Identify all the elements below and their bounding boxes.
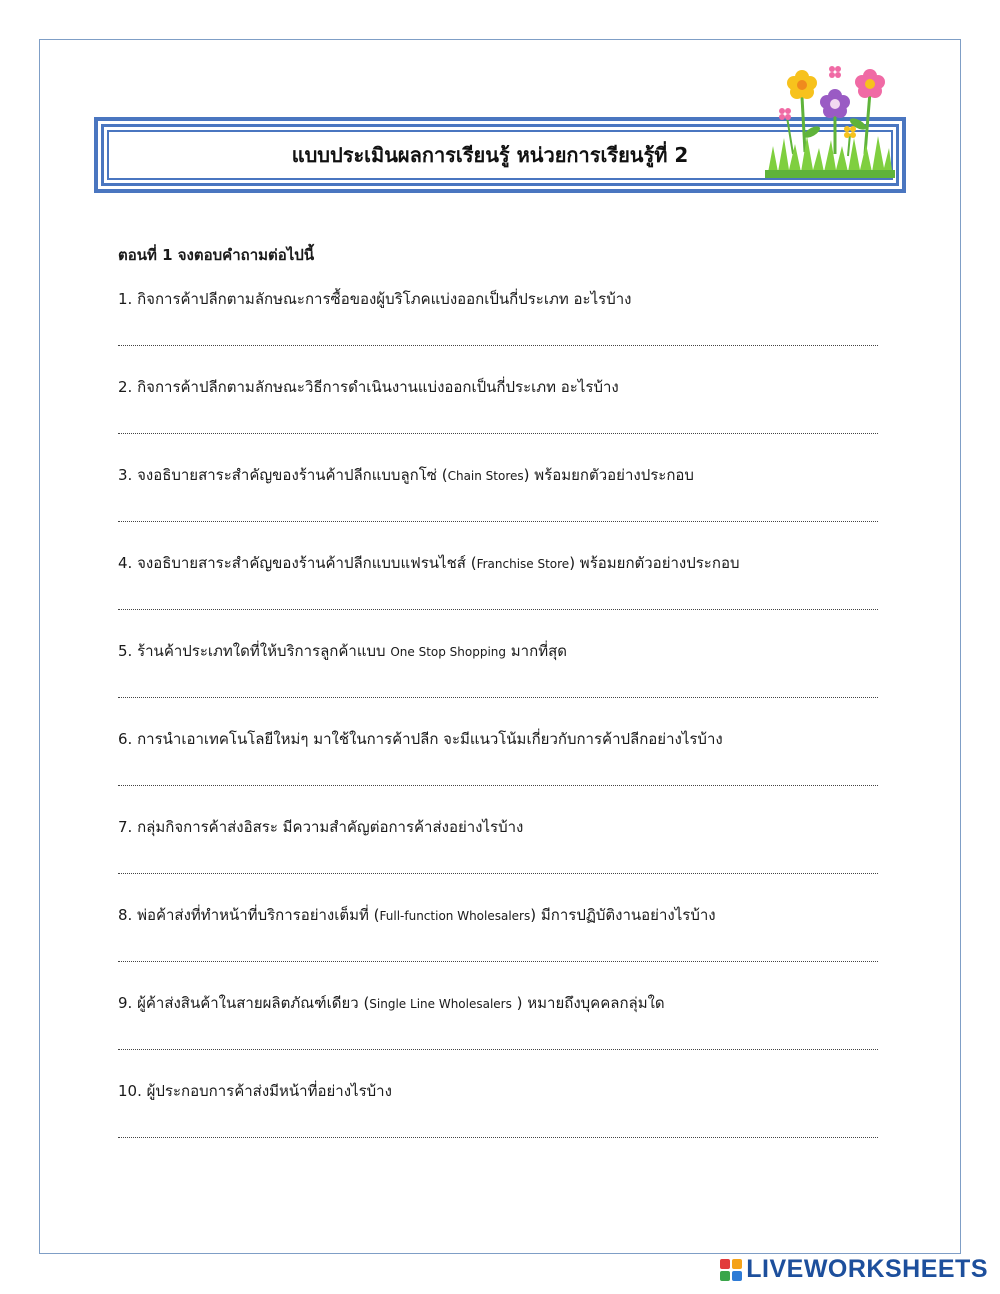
answer-field-3[interactable] <box>118 521 878 522</box>
question-8 <box>118 903 716 927</box>
question-text-tail: ) มีการปฏิบัติงานอย่างไรบ้าง <box>530 906 716 924</box>
question-text-tail: ) หมายถึงบุคคลกลุ่มใด <box>511 994 665 1012</box>
question-text: 6. การนำเอาเทคโนโลยีใหม่ๆ มาใช้ในการค้าปลีก จะมีแนวโน้มเกี่ยวกับการค้าปลีกอย่างไรบ้าง <box>118 730 723 748</box>
question-6 <box>118 727 723 751</box>
flowers-grass-icon <box>765 62 895 180</box>
question-english-term: Single Line Wholesalers <box>369 997 512 1011</box>
question-text: 5. ร้านค้าประเภทใดที่ให้บริการลูกค้าแบบ <box>118 642 391 660</box>
question-9 <box>118 991 665 1015</box>
question-text: 7. กลุ่มกิจการค้าส่งอิสระ มีความสำคัญต่อการค้าส่งอย่างไรบ้าง <box>118 818 524 836</box>
question-text: 4. จงอธิบายสาระสำคัญของร้านค้าปลีกแบบแฟรนไชส์ ( <box>118 554 477 572</box>
question-7 <box>118 815 523 839</box>
question-text-tail: มากที่สุด <box>506 642 567 660</box>
question-4 <box>118 551 739 575</box>
question-text: 10. ผู้ประกอบการค้าส่งมีหน้าที่อย่างไรบ้าง <box>118 1082 392 1100</box>
liveworksheets-logo <box>720 1255 988 1284</box>
answer-field-1[interactable] <box>118 345 878 346</box>
question-2 <box>118 375 619 399</box>
answer-field-10[interactable] <box>118 1137 878 1138</box>
answer-field-2[interactable] <box>118 433 878 434</box>
liveworksheets-icon <box>720 1259 742 1281</box>
question-english-term: Franchise Store <box>476 557 570 571</box>
answer-field-8[interactable] <box>118 961 878 962</box>
question-text: 2. กิจการค้าปลีกตามลักษณะวิธีการดำเนินงานแบ่งออกเป็นกี่ประเภท อะไรบ้าง <box>118 378 619 396</box>
question-english-term: Full-function Wholesalers <box>379 909 531 923</box>
answer-field-7[interactable] <box>118 873 878 874</box>
section-heading: ตอนที่ 1 จงตอบคำถามต่อไปนี้ <box>118 246 315 264</box>
question-text: 8. พ่อค้าส่งที่ทำหน้าที่บริการอย่างเต็มที่ ( <box>118 906 380 924</box>
question-text: 1. กิจการค้าปลีกตามลักษณะการซื้อของผู้บริโภคแบ่งออกเป็นกี่ประเภท อะไรบ้าง <box>118 290 632 308</box>
question-text: 9. ผู้ค้าส่งสินค้าในสายผลิตภัณฑ์เดียว ( <box>118 994 370 1012</box>
question-text-tail: ) พร้อมยกตัวอย่างประกอบ <box>523 466 694 484</box>
question-english-term: One Stop Shopping <box>390 645 507 659</box>
answer-field-4[interactable] <box>118 609 878 610</box>
question-5 <box>118 639 567 663</box>
question-3 <box>118 463 694 487</box>
question-text: 3. จงอธิบายสาระสำคัญของร้านค้าปลีกแบบลูกโซ่ ( <box>118 466 448 484</box>
answer-field-6[interactable] <box>118 785 878 786</box>
page-title: แบบประเมินผลการเรียนรู้ หน่วยการเรียนรู้ที่ 2 <box>291 143 689 167</box>
question-english-term: Chain Stores <box>447 469 524 483</box>
answer-field-5[interactable] <box>118 697 878 698</box>
answer-field-9[interactable] <box>118 1049 878 1050</box>
question-10 <box>118 1079 392 1103</box>
question-text-tail: ) พร้อมยกตัวอย่างประกอบ <box>569 554 740 572</box>
question-1 <box>118 287 631 311</box>
brand-name: LIVEWORKSHEETS <box>746 1255 988 1283</box>
